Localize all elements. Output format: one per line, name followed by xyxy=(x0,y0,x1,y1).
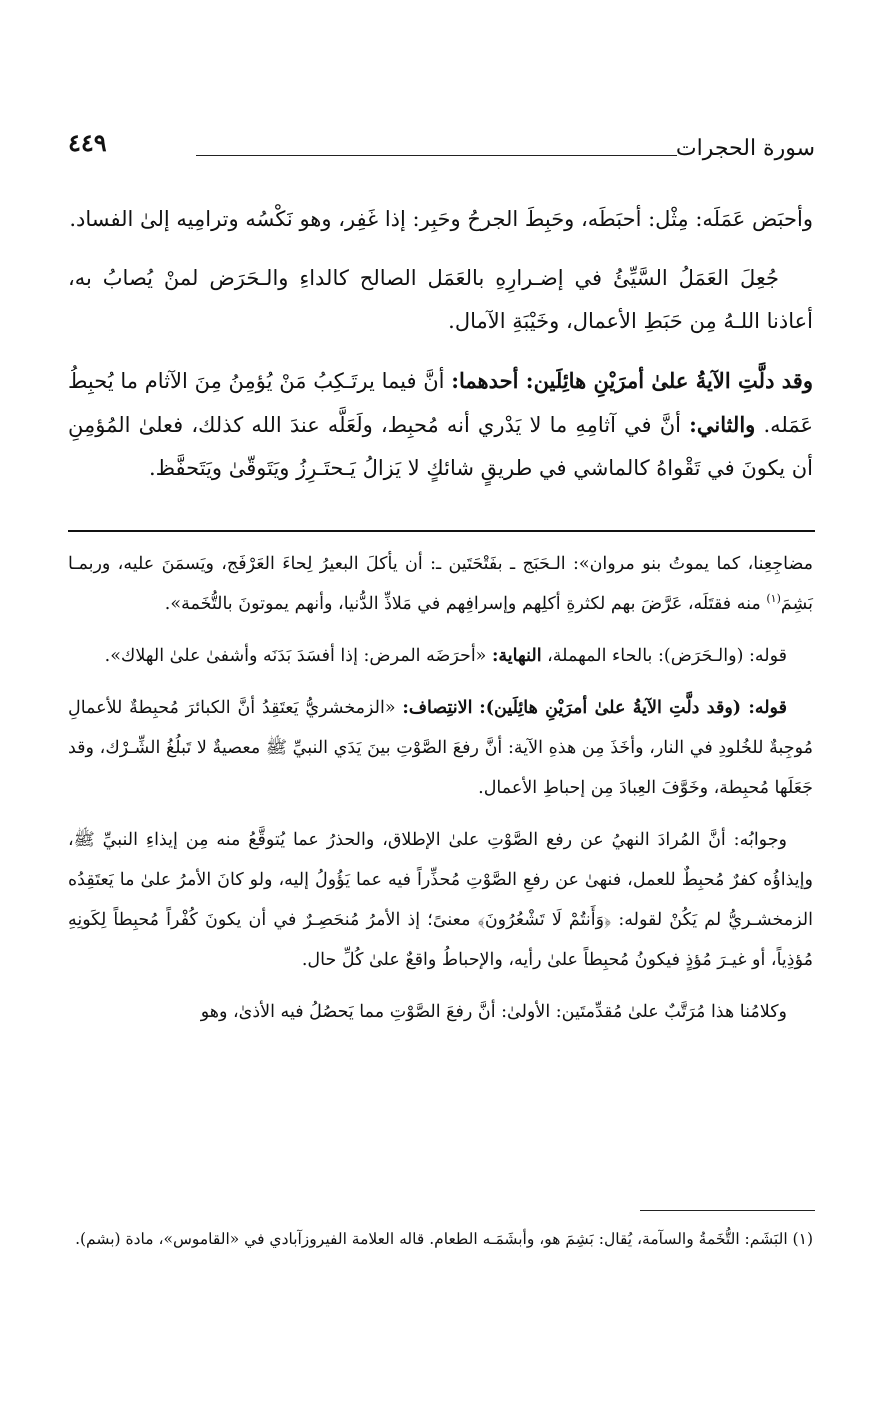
commentary-paragraph-1 xyxy=(68,544,813,624)
main-text xyxy=(68,198,813,506)
text-commentary-divider xyxy=(68,530,815,532)
commentary-paragraph-4: وجوابُه: أنَّ المُرادَ النهيُ عن رفع الصَّوْتِ علىٰ الإطلاق، والحذرُ عما يُتوقَّعُ منه مِن إيذاءِ النبيِّ ﷺ، وإيذاؤُه كفرٌ مُحبِطٌ للعمل، فنهىٰ عن رفعِ الصَّوْتِ مُحذِّراً فيه عما يَؤُولُ إليه، ولو كانَ الأمرُ علىٰ ما يَعتَقِدُه الزمخشـريُّ لم يَكُنْ لقوله: ﴿وَأَنتُمْ لَا تَشْعُرُونَ﴾ معنىً؛ إذ الأمرُ مُنحَصِـرٌ في أن يكونَ كُفْراً مُحبِطاً لِكَونِهِ مُؤذِياً، أو غيـرَ مُؤذٍ فيكونُ مُحبِطاً علىٰ رأيه، والإحباطُ واقعٌ علىٰ كُلِّ حال. xyxy=(68,830,813,970)
surah-title: سورة الحجرات xyxy=(675,136,815,161)
commentary-paragraph-5: وكلامُنا هذا مُرَتَّبٌ علىٰ مُقدِّمتَين: الأولىٰ: أنَّ رفعَ الصَّوْتِ مما يَحصُلُ فيه الأذىٰ، وهو xyxy=(200,1002,787,1022)
main-paragraph-2: جُعِلَ العَمَلُ السَّيِّئُ في إضـرارِهِ بالعَمَل الصالح كالداءِ والـحَرَض لمنْ يُصابُ به، أعاذنا اللـهُ مِن حَبَطِ الأعمال، وخَيْبَةِ الآمال. xyxy=(68,266,813,333)
footnote-reference: (١) xyxy=(766,592,781,606)
commentary-text xyxy=(68,544,813,1044)
commentary-p3-lead: قوله: (وقد دلَّتِ الآيةُ علىٰ أمرَيْنِ هائِلَين): xyxy=(479,698,787,718)
footnote-text: (١) البَشَم: التُّخَمةُ والسآمة، يُقال: بَشِمَ هو، وأبشَمَـه الطعام. قاله العلامة الفيروزآبادي في «القاموس»، مادة (بشم). xyxy=(75,1230,813,1248)
page-number: ٤٤٩ xyxy=(68,128,107,157)
commentary-p1-text: مضاجِعِنا، كما يموتُ بنو مروان»: الـحَبَج ـ بفَتْحَتَين ـ: أن يأكلَ البعيرُ لِحاءَ العَرْفَج، ويَسمَنَ عليه، وربمـا بَشِمَ xyxy=(68,554,813,614)
commentary-p2-source: النهاية: xyxy=(491,646,542,666)
main-p3-lead: وقد دلَّتِ الآيةُ علىٰ أمرَيْنِ هائِلَين: أحدهما: xyxy=(451,368,813,393)
page-header xyxy=(68,128,815,168)
footnote-rule xyxy=(640,1210,815,1211)
commentary-p1-tail: منه فقتَلَه، عَرَّضَ بهم لكثرةِ أكلِهم وإسرافِهم في مَلاذِّ الدُّنيا، وأنهم يموتونَ بالتُّخَمة». xyxy=(164,594,761,614)
commentary-paragraph-3 xyxy=(68,688,813,808)
main-paragraph-1: وأحبَض عَمَلَه: مِثْل: أحبَطَه، وحَبِطَ الجرحُ وحَبِر: إذا غَفِر، وهو نَكْسُه وترامِيه إلىٰ الفساد. xyxy=(69,207,813,231)
main-p3-second-point: أنَّ في آثامِهِ ما لا يَدْري أنه مُحبِط، ولَعَلَّه عندَ الله كذلك، فعلىٰ المُؤمِنِ أن يكونَ في تَقْواهُ كالماشي في طريقٍ شائكٍ لا يَزالُ يَـحتَـرِزُ ويَتَوقّىٰ ويَتَحفَّظ. xyxy=(68,413,813,480)
commentary-p2-lead: قوله: (والـحَرَض): بالحاء المهملة، xyxy=(547,646,787,666)
main-p3-first-point: أنَّ فيما يرتَـكِبُ مَنْ يُؤمِنُ مِنَ الآثام ما يُحبِطُ عَمَله. xyxy=(68,369,813,437)
main-p3-second-label: والثاني: xyxy=(689,412,756,437)
header-rule xyxy=(196,155,677,156)
footnote xyxy=(68,1220,813,1258)
commentary-p2-rest: «أحرَضَه المرض: إذا أفسَدَ بَدَنَه وأشفىٰ علىٰ الهلاك». xyxy=(104,646,487,666)
commentary-p3-source: الانتِصاف: xyxy=(402,698,473,718)
commentary-p3-rest: «الزمخشريُّ يَعتَقِدُ أنَّ الكبائرَ مُحبِطةٌ للأعمالِ مُوجِبةٌ للخُلودِ في النار، وأخَذَ مِن هذهِ الآية: أنَّ رفعَ الصَّوْتِ بينَ يَدَي النبيِّ ﷺ معصيةٌ لا تَبلُغُ الشِّـرْك، وقد جَعَلَها مُحبِطة، وخَوَّفَ العِبادَ مِن إحباطِ الأعمال. xyxy=(68,698,813,798)
main-paragraph-3 xyxy=(68,359,813,490)
commentary-paragraph-2 xyxy=(68,636,813,676)
